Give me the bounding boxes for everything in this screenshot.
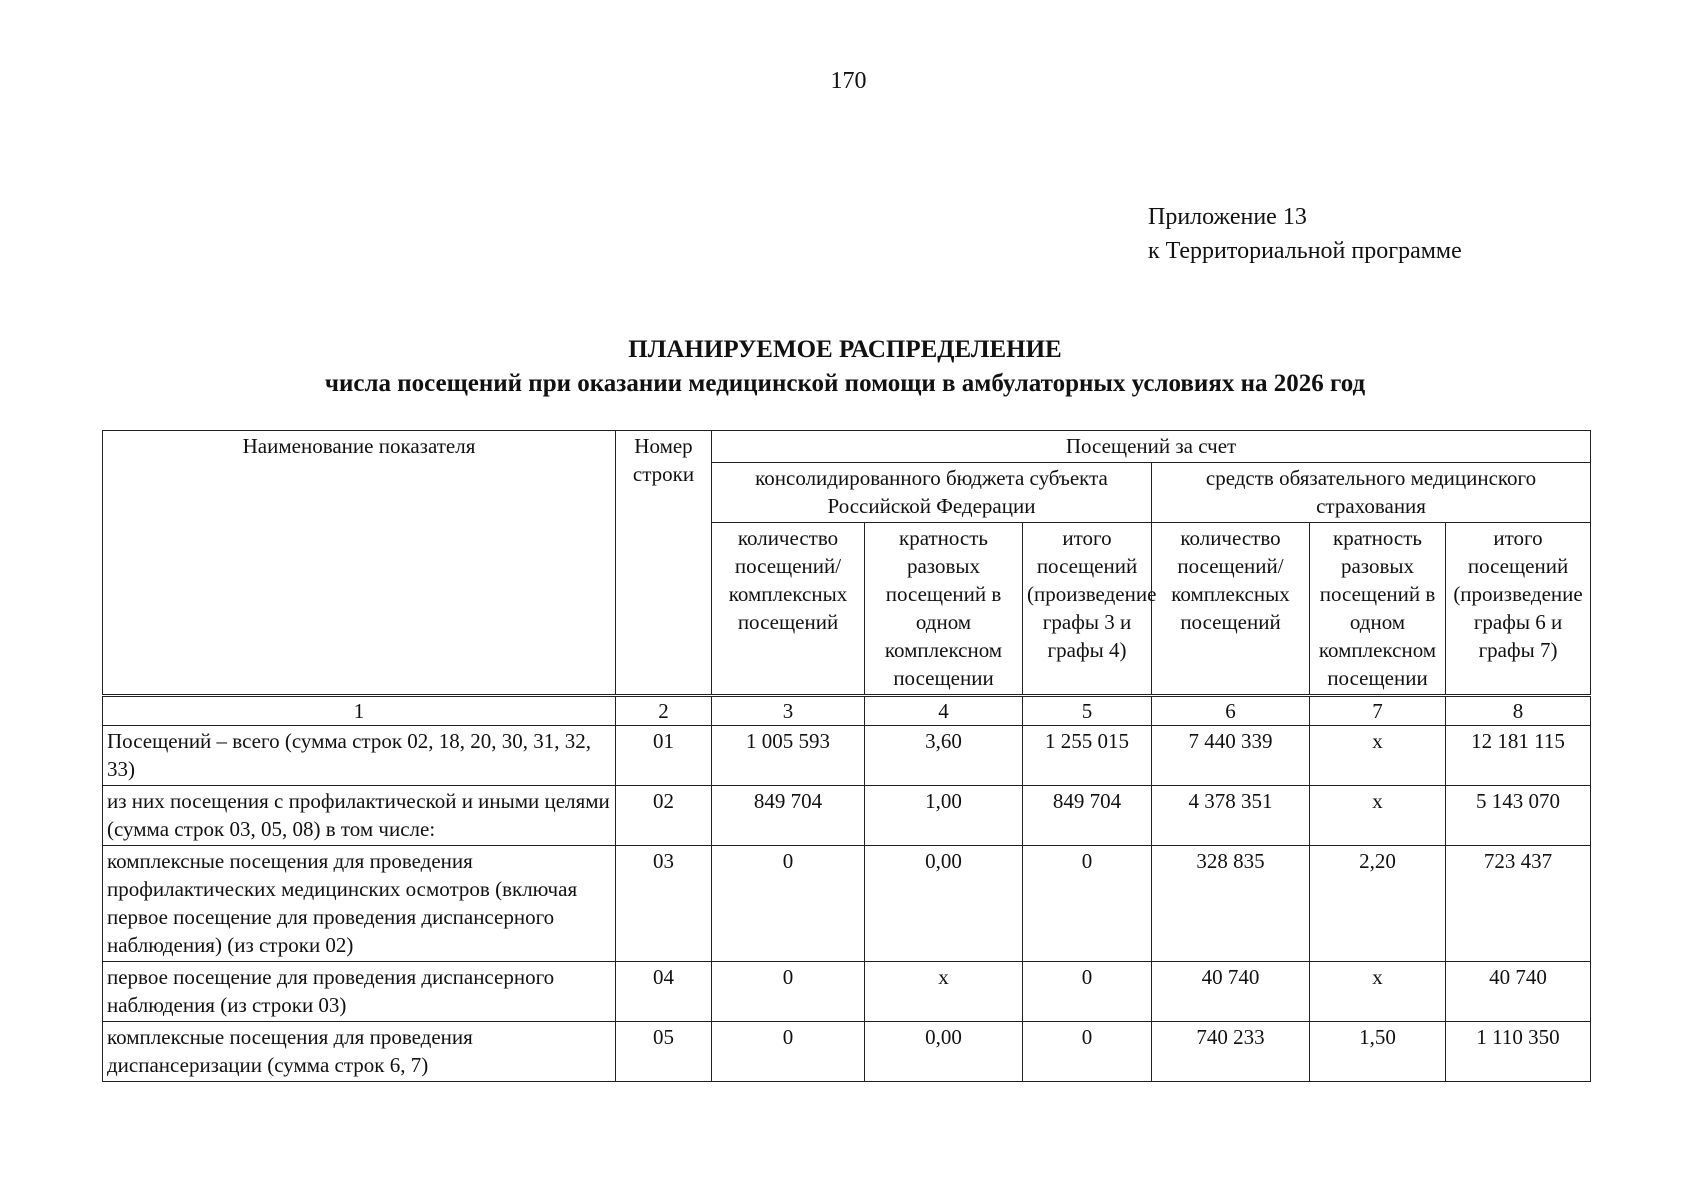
budget-ratio-cell: 0,00 — [865, 846, 1023, 962]
budget-ratio-cell: 1,00 — [865, 786, 1023, 846]
oms-total-cell: 12 181 115 — [1446, 726, 1591, 786]
column-number: 2 — [616, 696, 712, 726]
appendix-line-2: к Территориальной программе — [1148, 238, 1462, 264]
row-name: первое посещение для проведения диспансерного наблюдения (из строки 03) — [103, 962, 616, 1022]
budget-count-cell: 0 — [712, 962, 865, 1022]
row-name: комплексные посещения для проведения профилактических медицинских осмотров (включая первое посещение для проведения диспансерного наблюдения) (из строки 02) — [103, 846, 616, 962]
oms-total-cell: 5 143 070 — [1446, 786, 1591, 846]
row-number: 02 — [616, 786, 712, 846]
budget-ratio-cell: 0,00 — [865, 1022, 1023, 1082]
header-oms-ratio: кратность разовых посещений в одном комплексном посещении — [1310, 523, 1446, 696]
budget-total-cell: 0 — [1023, 962, 1152, 1022]
budget-total-cell: 1 255 015 — [1023, 726, 1152, 786]
header-row-number: Номер строки — [616, 431, 712, 696]
page-number: 170 — [830, 68, 867, 94]
title-sub: числа посещений при оказании медицинской помощи в амбулаторных условиях на 2026 год — [324, 370, 1366, 397]
budget-count-cell: 849 704 — [712, 786, 865, 846]
budget-ratio-cell: 3,60 — [865, 726, 1023, 786]
column-number-row — [103, 696, 1591, 726]
header-budget-ratio: кратность разовых посещений в одном комплексном посещении — [865, 523, 1023, 696]
column-number: 3 — [712, 696, 865, 726]
column-number: 5 — [1023, 696, 1152, 726]
row-name: комплексные посещения для проведения диспансеризации (сумма строк 6, 7) — [103, 1022, 616, 1082]
header-oms-group: средств обязательного медицинского страхования — [1152, 463, 1591, 523]
header-oms-count: количество посещений/ комплексных посещений — [1152, 523, 1310, 696]
row-name: из них посещения с профилактической и иными целями (сумма строк 03, 05, 08) в том числе: — [103, 786, 616, 846]
budget-count-cell: 1 005 593 — [712, 726, 865, 786]
oms-count-cell: 7 440 339 — [1152, 726, 1310, 786]
header-budget-count: количество посещений/ комплексных посещений — [712, 523, 865, 696]
header-budget-group: консолидированного бюджета субъекта Российской Федерации — [712, 463, 1152, 523]
oms-count-cell: 40 740 — [1152, 962, 1310, 1022]
budget-count-cell: 0 — [712, 1022, 865, 1082]
table-row — [103, 846, 1591, 962]
oms-count-cell: 740 233 — [1152, 1022, 1310, 1082]
column-number: 4 — [865, 696, 1023, 726]
row-number: 05 — [616, 1022, 712, 1082]
appendix-note — [1148, 200, 1462, 268]
header-visits-by: Посещений за счет — [712, 431, 1591, 463]
column-number: 1 — [103, 696, 616, 726]
column-number: 7 — [1310, 696, 1446, 726]
budget-total-cell: 0 — [1023, 846, 1152, 962]
row-number: 01 — [616, 726, 712, 786]
oms-count-cell: 4 378 351 — [1152, 786, 1310, 846]
oms-ratio-cell: 1,50 — [1310, 1022, 1446, 1082]
title-main: ПЛАНИРУЕМОЕ РАСПРЕДЕЛЕНИЕ — [628, 336, 1062, 363]
oms-count-cell: 328 835 — [1152, 846, 1310, 962]
table-row — [103, 1022, 1591, 1082]
budget-total-cell: 0 — [1023, 1022, 1152, 1082]
oms-total-cell: 40 740 — [1446, 962, 1591, 1022]
row-number: 03 — [616, 846, 712, 962]
row-name: Посещений – всего (сумма строк 02, 18, 20, 30, 31, 32, 33) — [103, 726, 616, 786]
column-number: 6 — [1152, 696, 1310, 726]
oms-ratio-cell: 2,20 — [1310, 846, 1446, 962]
table-row — [103, 962, 1591, 1022]
table-row — [103, 786, 1591, 846]
header-budget-total: итого посещений (произведение графы 3 и графы 4) — [1023, 523, 1152, 696]
oms-ratio-cell: х — [1310, 962, 1446, 1022]
oms-total-cell: 723 437 — [1446, 846, 1591, 962]
budget-count-cell: 0 — [712, 846, 865, 962]
budget-ratio-cell: х — [865, 962, 1023, 1022]
oms-ratio-cell: х — [1310, 786, 1446, 846]
table-row — [103, 726, 1591, 786]
header-oms-total: итого посещений (произведение графы 6 и графы 7) — [1446, 523, 1591, 696]
budget-total-cell: 849 704 — [1023, 786, 1152, 846]
row-number: 04 — [616, 962, 712, 1022]
visits-table — [102, 430, 1591, 1082]
document-title — [100, 333, 1590, 401]
header-name: Наименование показателя — [103, 431, 616, 696]
appendix-line-1: Приложение 13 — [1148, 204, 1307, 230]
oms-total-cell: 1 110 350 — [1446, 1022, 1591, 1082]
oms-ratio-cell: х — [1310, 726, 1446, 786]
column-number: 8 — [1446, 696, 1591, 726]
